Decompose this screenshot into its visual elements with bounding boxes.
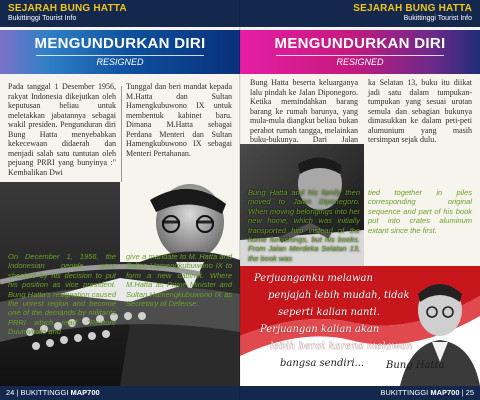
quote-line: seperti kalian nanti.	[278, 307, 380, 318]
quote-line: bangsa sendiri...	[280, 358, 365, 369]
footer-magazine: MAP700	[70, 388, 100, 397]
body-text-en-col1: Bung Hatta and his family then moved to Jalan Diponegoro. When moving belongings into her new home, which was initially transported him instead of the home furnishings, but his books. From Jalan Merdeka Selatan 13, the book was	[248, 188, 360, 263]
header-title: SEJARAH BUNG HATTA	[353, 3, 472, 14]
header-subtitle: Bukittinggi Tourist Info	[8, 15, 77, 22]
section-subtitle: RESIGNED	[96, 57, 144, 67]
body-text-id-col2: ka Selatan 13, buku itu diikat jadi satu dalam tumpukan-tumpukan yang sesuai urutan semula dan sebagian bukunya dimasukkan ke dalam peti-peti alumunium yang masih tersimpan sejak dulu.	[368, 78, 472, 144]
footer-brand: BUKITTINGGI	[20, 388, 69, 397]
body-text-id-col1: Bung Hatta beserta keluarganya lalu pindah ke Jalan Diponegoro. Ketika memindahkan barang barang ke rumah barunya, yang mula-mula diangkut beliau bukan perabot rumah tangga, melainkan buku-bukunya. Dari Jalan	[250, 78, 358, 144]
header-bar	[240, 0, 480, 27]
header-subtitle: Bukittinggi Tourist Info	[403, 15, 472, 22]
section-title-band	[240, 30, 480, 74]
section-title-band	[0, 30, 240, 74]
quote-line: Perjuanganku melawan	[254, 273, 373, 284]
header-title: SEJARAH BUNG HATTA	[8, 3, 127, 14]
section-title: MENGUNDURKAN DIRI	[34, 35, 206, 52]
header-bar	[0, 0, 240, 27]
page-number: 24	[6, 388, 15, 397]
spine-shadow	[239, 0, 241, 400]
quote-signature: Bung Hatta	[386, 360, 445, 371]
page-footer	[240, 386, 480, 400]
footer-text: BUKITTINGGI MAP700 | 25	[380, 388, 474, 397]
right-page	[240, 0, 480, 400]
footer-text: 24 | BUKITTINGGI MAP700	[6, 388, 100, 397]
quote-line: penjajah lebih mudah, tidak	[268, 290, 410, 301]
section-subtitle: RESIGNED	[336, 57, 384, 67]
body-text-id-col2: Tunggal dan beri mandat kepada M.Hatta dan Sultan Hamengkubuwono IX untuk membentuk kabinet baru. Dimana M.Hatta sebagai Perdana Menteri dan Sultan Hamengkubuwono IX sebagai Menteri Pertahanan.	[126, 82, 232, 158]
body-text-en-col2: tied together in piles corresponding original sequence and part of his book put into crates aluminum extant since the first.	[368, 188, 472, 235]
footer-magazine: MAP700	[430, 388, 460, 397]
page-number: 25	[465, 388, 474, 397]
quote-line: lebih berat karena melawan	[270, 341, 413, 352]
body-text-id-col1: Pada tanggal 1 Desember 1956, rakyat Indonesia dikejutkan oleh keputusan beliau untuk meletakkan jabatannya sebagai wakil presiden. Pengunduran diri Bung Hatta menyebabkan kekecewaan didaerah dan menjadi salah satu tuntutan oleh pejuang PRRI yang bunyinya :" Kembalikan Dwi	[8, 82, 116, 177]
body-text-en-col1: On December 1, 1956, the Indonesian people were shocked by his decision to put his position as vice president. Bung Hatta's resignation caused the unrest region and become one of the demands by militants PRRI which read: "Restore Duumvirate and	[8, 252, 116, 337]
footer-brand: BUKITTINGGI	[380, 388, 429, 397]
page-footer	[0, 386, 240, 400]
quote-line: Perjuangan kalian akan	[260, 324, 380, 335]
quote-text	[254, 270, 434, 372]
body-text-en-col2: give a mandate to M. Hatta and Sultan Hamengkubuwono IX to form a new cabinet. Where M.Hatta as Prime Minister and Sultan Hamengkubuwono IX as Secretary of Defense.	[126, 252, 232, 309]
section-title: MENGUNDURKAN DIRI	[274, 35, 446, 52]
